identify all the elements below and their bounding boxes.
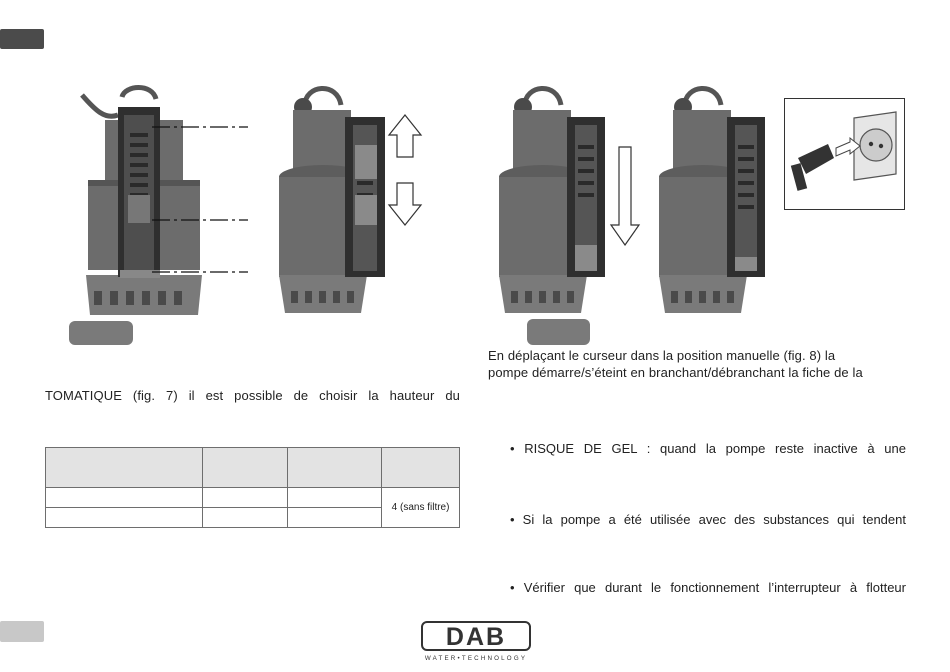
manual-mode-paragraph	[488, 347, 908, 381]
table-header-row	[46, 448, 460, 488]
table-cell	[46, 488, 203, 508]
figure-7-badge	[69, 321, 133, 345]
pump-side-view-auto-illustration	[275, 85, 435, 320]
dab-logo	[420, 620, 532, 664]
manual-mode-line-1: En déplaçant le curseur dans la position manuelle (fig. 8) la	[488, 348, 836, 363]
pump-front-view-illustration	[80, 85, 255, 320]
automatic-mode-line-1: TOMATIQUE (fig. 7) il est possible de choisir la hauteur du	[45, 388, 460, 403]
table-header-cell	[288, 448, 382, 488]
pump-side-view-manual-end-illustration	[655, 85, 775, 320]
plug-socket-inset-illustration	[784, 98, 905, 210]
level-spec-table	[45, 447, 460, 528]
logo-brand: DAB	[445, 623, 507, 651]
pump-side-view-manual-illustration	[495, 85, 645, 320]
bullet-float-switch: • Vérifier que durant le fonctionnement l’interrupteur à flotteur	[510, 580, 906, 595]
table-cell	[288, 488, 382, 508]
bullet-substances: • Si la pompe a été utilisée avec des substances qui tendent	[510, 512, 906, 527]
table-cell	[288, 508, 382, 528]
automatic-mode-paragraph	[45, 387, 460, 404]
table-header-cell	[46, 448, 203, 488]
table-merged-cell: 4 (sans filtre)	[382, 488, 460, 528]
table-header-cell	[382, 448, 460, 488]
table-row	[46, 488, 460, 508]
logo-tagline: WATER•TECHNOLOGY	[424, 655, 528, 662]
figure-8-badge	[527, 319, 590, 345]
table-cell	[46, 508, 203, 528]
table-header-cell	[202, 448, 288, 488]
table-cell	[202, 508, 288, 528]
page-tab-bottom	[0, 621, 44, 642]
bullet-frost-risk: • RISQUE DE GEL : quand la pompe reste inactive à une	[510, 441, 906, 456]
manual-mode-line-2: pompe démarre/s’éteint en branchant/débranchant la fiche de la	[488, 365, 863, 380]
page-tab-top	[0, 29, 44, 49]
table-cell	[202, 488, 288, 508]
